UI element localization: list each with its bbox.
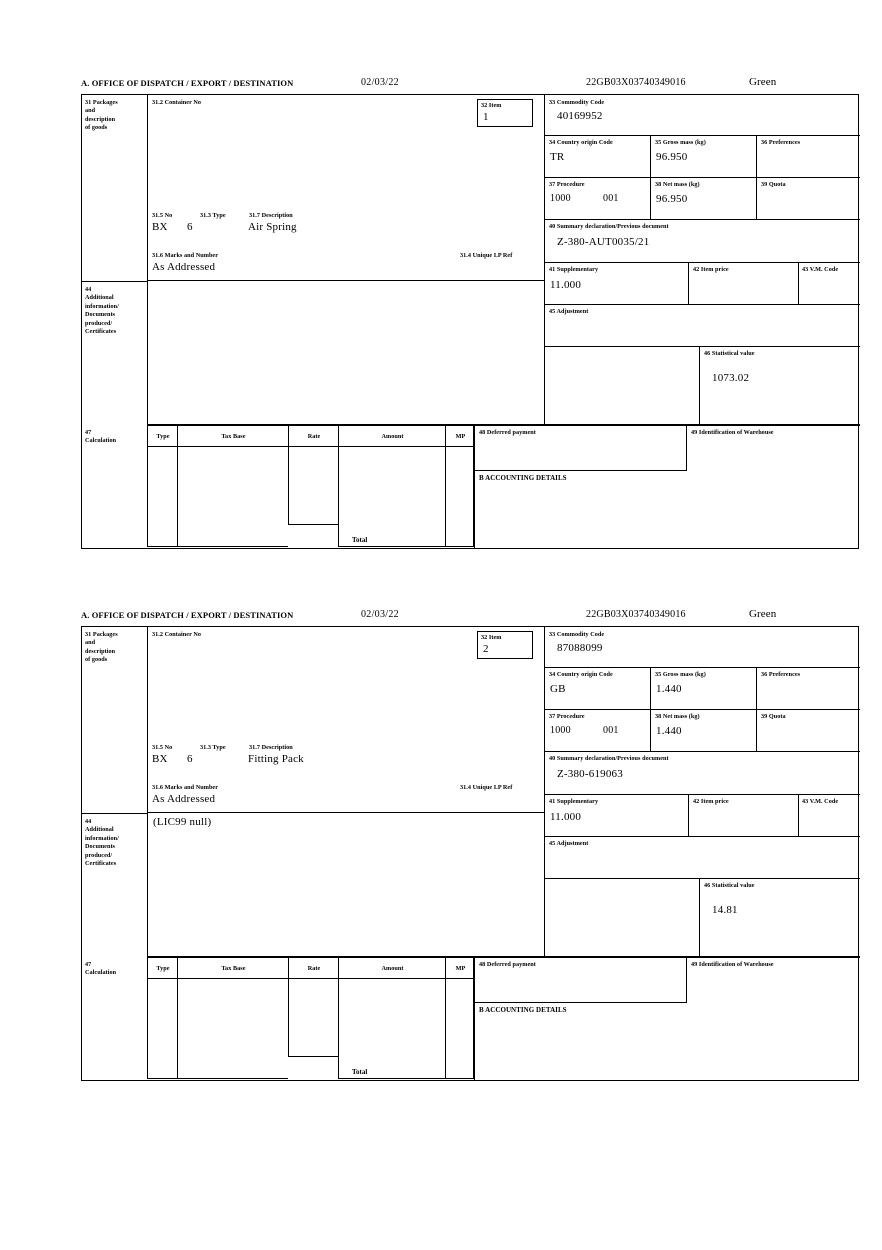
net-mass-value-1: 96.950 — [656, 193, 688, 205]
tax-cell-mp-1 — [445, 447, 474, 547]
goods-description-value-2: Fitting Pack — [248, 753, 304, 765]
office-of-dispatch-label: A. OFFICE OF DISPATCH / EXPORT / DESTINATION — [81, 78, 294, 88]
procedure-value-1b: 001 — [603, 193, 619, 204]
tax-col-rate-header-2: Rate — [288, 957, 338, 979]
box41-supplementary-2: 41 Supplementary 11.000 — [544, 795, 688, 837]
tax-cell-amount-1 — [338, 447, 445, 547]
procedure-value-1a: 1000 — [550, 193, 571, 204]
box48-deferred-payment-1: 48 Deferred payment — [474, 425, 686, 471]
package-type-value-1: 6 — [187, 221, 193, 233]
box40-summary-declaration-1: 40 Summary declaration/Previous document Z-380-AUT0035/21 — [544, 220, 860, 263]
box-b-accounting-details-1: B ACCOUNTING DETAILS — [474, 471, 860, 549]
tax-cell-taxbase-1 — [177, 447, 288, 547]
box42-item-price-2: 42 Item price — [688, 795, 798, 837]
box35-gross-mass-1: 35 Gross mass (kg) 96.950 — [650, 136, 756, 178]
supplementary-value-1: 11.000 — [550, 279, 582, 291]
box34-country-origin-2: 34 Country origin Code GB — [544, 668, 650, 710]
tax-col-amount-header-2: Amount — [338, 957, 445, 979]
box36-preferences-2: 36 Preferences — [756, 668, 860, 710]
declaration-date-2: 02/03/22 — [361, 609, 399, 620]
tax-cell-taxbase-2 — [177, 979, 288, 1079]
box47-label-cell-1: 47 Calculation — [85, 429, 117, 445]
box33-commodity-code-1: 33 Commodity Code 40169952 — [544, 95, 860, 136]
declaration-box-1 — [81, 94, 859, 549]
box49-identification-warehouse-2: 49 Identification of Warehouse — [686, 957, 860, 1003]
box46-statistical-value-2: 46 Statistical value 14.81 — [699, 879, 860, 957]
declaration-date: 02/03/22 — [361, 77, 399, 88]
tax-cell-type-2 — [147, 979, 177, 1079]
tax-total-label-1: Total — [352, 536, 368, 544]
goods-description-value-1: Air Spring — [248, 221, 297, 233]
statistical-value-1: 1073.02 — [712, 372, 750, 384]
tax-total-label-2: Total — [352, 1068, 368, 1076]
box44-additional-info-2 — [147, 813, 544, 957]
tax-col-type-header-1: Type — [147, 425, 177, 447]
package-type-value-2: 6 — [187, 753, 193, 765]
box37-procedure-2: 37 Procedure 1000 001 — [544, 710, 650, 752]
tax-col-type-header-2: Type — [147, 957, 177, 979]
box39-quota-1: 39 Quota — [756, 178, 860, 220]
country-origin-value-1: TR — [550, 151, 565, 163]
box41-supplementary-1: 41 Supplementary 11.000 — [544, 263, 688, 305]
tax-cell-mp-2 — [445, 979, 474, 1079]
office-of-dispatch-label-2: A. OFFICE OF DISPATCH / EXPORT / DESTINATION — [81, 610, 294, 620]
box42-item-price-1: 42 Item price — [688, 263, 798, 305]
item-number-value-1: 1 — [483, 111, 489, 123]
movement-reference-number: 22GB03X03740349016 — [586, 77, 686, 88]
supplementary-value-2: 11.000 — [550, 811, 582, 823]
summary-declaration-value-1: Z-380-AUT0035/21 — [557, 236, 650, 248]
item-number-value-2: 2 — [483, 643, 489, 655]
summary-declaration-value-2: Z-380-619063 — [557, 768, 623, 780]
box38-net-mass-2: 38 Net mass (kg) 1.440 — [650, 710, 756, 752]
tax-cell-rate-2 — [288, 979, 338, 1057]
box32-item-2: 32 Item 2 — [477, 631, 533, 659]
box34-country-origin-1: 34 Country origin Code TR — [544, 136, 650, 178]
box46-statistical-value-1: 46 Statistical value 1073.02 — [699, 347, 860, 425]
box31-label-cell-2: 31 Packages and description of goods — [85, 631, 118, 664]
lane-status-2: Green — [749, 608, 777, 620]
marks-and-number-value-1: As Addressed — [152, 261, 216, 273]
package-no-value-2: BX — [152, 753, 168, 765]
dotted-divider-1 — [544, 347, 699, 425]
additional-info-value-2: (LIC99 null) — [153, 816, 212, 828]
tax-col-mp-header-1: MP — [445, 425, 474, 447]
tax-col-taxbase-header-2: Tax Base — [177, 957, 288, 979]
box31-goods-area-2: 31.2 Container No 31.5 No 31.3 Type 31.7 Description BX 6 Fitting Pack 31.6 Marks and Number 31.4 Unique I.P Ref As Addressed — [147, 627, 544, 813]
tax-col-taxbase-header-1: Tax Base — [177, 425, 288, 447]
box37-procedure-1: 37 Procedure 1000 001 — [544, 178, 650, 220]
box44-label-cell-2: 44 Additional information/ Documents produced/ Certificates — [82, 813, 147, 957]
tax-cell-amount-2 — [338, 979, 445, 1079]
lane-status: Green — [749, 76, 777, 88]
dotted-divider-2 — [544, 879, 699, 957]
box39-quota-2: 39 Quota — [756, 710, 860, 752]
box43-vm-code-1: 43 V.M. Code — [798, 263, 860, 305]
box48-deferred-payment-2: 48 Deferred payment — [474, 957, 686, 1003]
country-origin-value-2: GB — [550, 683, 566, 695]
box44-label-cell-1: 44 Additional information/ Documents produced/ Certificates — [82, 281, 147, 425]
commodity-code-value-1: 40169952 — [557, 110, 603, 122]
form-header-2 — [81, 610, 861, 626]
tax-col-rate-header-1: Rate — [288, 425, 338, 447]
statistical-value-2: 14.81 — [712, 904, 738, 916]
net-mass-value-2: 1.440 — [656, 725, 682, 737]
package-no-value-1: BX — [152, 221, 168, 233]
commodity-code-value-2: 87088099 — [557, 642, 603, 654]
box47-label-cell-2: 47 Calculation — [85, 961, 117, 977]
form-header-1 — [81, 78, 861, 94]
box38-net-mass-1: 38 Net mass (kg) 96.950 — [650, 178, 756, 220]
customs-declaration-form-2 — [81, 610, 861, 1081]
box-b-accounting-details-2: B ACCOUNTING DETAILS — [474, 1003, 860, 1081]
box45-adjustment-1: 45 Adjustment — [544, 305, 860, 347]
movement-reference-number-2: 22GB03X03740349016 — [586, 609, 686, 620]
box31-goods-area-1: 31.2 Container No 31.5 No 31.3 Type 31.7 Description BX 6 Air Spring 31.6 Marks and Number 31.4 Unique I.P Ref As Addressed — [147, 95, 544, 281]
box32-item-1: 32 Item 1 — [477, 99, 533, 127]
box45-adjustment-2: 45 Adjustment — [544, 837, 860, 879]
tax-col-amount-header-1: Amount — [338, 425, 445, 447]
tax-cell-rate-border-1 — [288, 447, 338, 525]
box43-vm-code-2: 43 V.M. Code — [798, 795, 860, 837]
gross-mass-value-2: 1.440 — [656, 683, 682, 695]
box49-identification-warehouse-1: 49 Identification of Warehouse — [686, 425, 860, 471]
procedure-value-2b: 001 — [603, 725, 619, 736]
tax-cell-type-1 — [147, 447, 177, 547]
marks-and-number-value-2: As Addressed — [152, 793, 216, 805]
box33-commodity-code-2: 33 Commodity Code 87088099 — [544, 627, 860, 668]
procedure-value-2a: 1000 — [550, 725, 571, 736]
box44-additional-info-1 — [147, 281, 544, 425]
box40-summary-declaration-2: 40 Summary declaration/Previous document Z-380-619063 — [544, 752, 860, 795]
tax-col-mp-header-2: MP — [445, 957, 474, 979]
declaration-box-2 — [81, 626, 859, 1081]
gross-mass-value-1: 96.950 — [656, 151, 688, 163]
customs-declaration-form-1 — [81, 78, 861, 549]
box36-preferences-1: 36 Preferences — [756, 136, 860, 178]
box35-gross-mass-2: 35 Gross mass (kg) 1.440 — [650, 668, 756, 710]
box31-label-cell: 31 Packages and description of goods — [85, 99, 118, 132]
